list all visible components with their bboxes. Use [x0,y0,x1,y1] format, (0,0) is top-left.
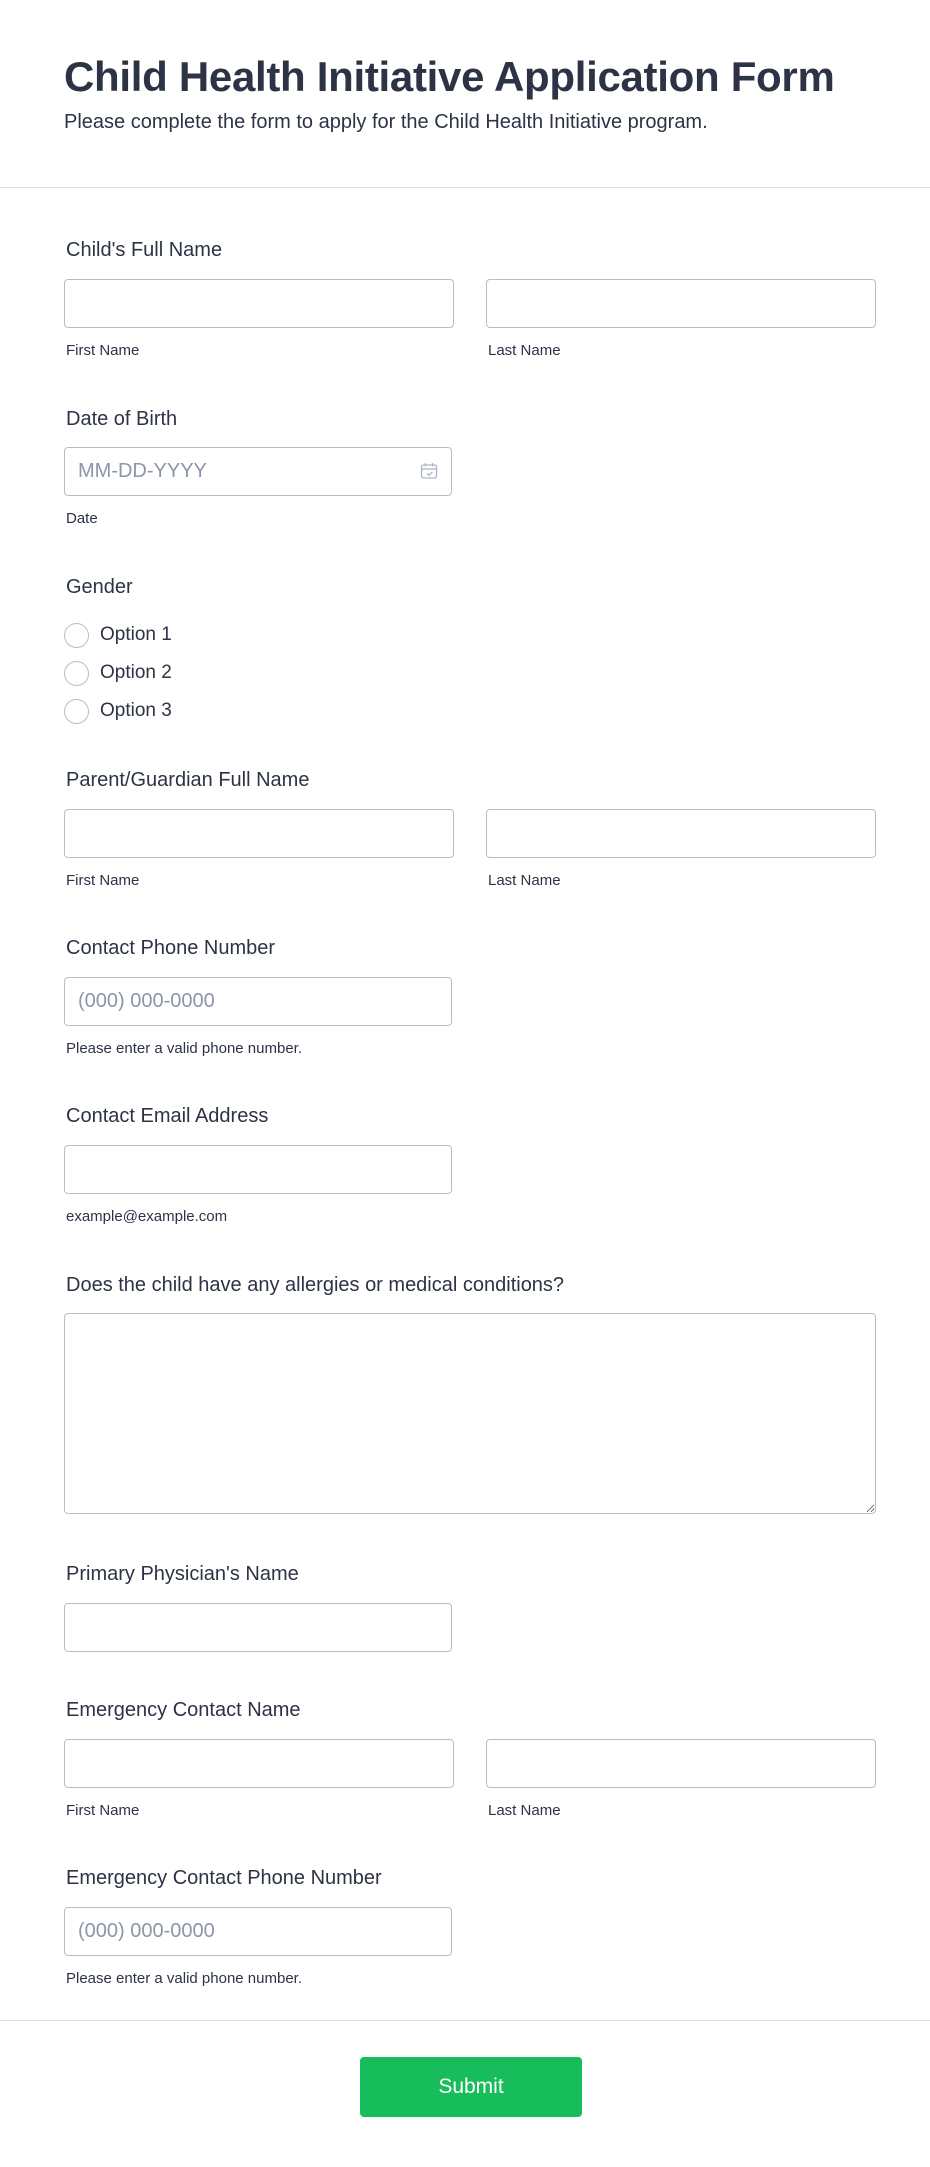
dob-sublabel: Date [66,510,98,527]
physician-input[interactable] [64,1603,452,1652]
contact-phone-field [64,936,876,1058]
contact-phone-input[interactable] [64,977,452,1026]
guardian-first-name-input[interactable] [64,809,454,858]
submit-button[interactable]: Submit [360,2057,582,2117]
guardian-name-label: Parent/Guardian Full Name [66,769,310,791]
dob-input[interactable] [64,447,452,496]
form-header [0,0,930,188]
child-first-name-sublabel: First Name [66,342,140,359]
guardian-last-name-sublabel: Last Name [488,872,561,889]
emergency-last-name-input[interactable] [486,1739,876,1788]
child-name-field [64,238,876,360]
emergency-name-field [64,1698,876,1820]
emergency-phone-field [64,1866,876,1988]
gender-field [64,575,876,730]
guardian-first-name-sublabel: First Name [66,872,140,889]
radio-button[interactable] [64,623,89,648]
child-first-name-input[interactable] [64,279,454,328]
gender-option-1[interactable] [64,616,876,654]
dob-input-wrapper [64,447,452,496]
physician-field [64,1562,876,1652]
contact-phone-label: Contact Phone Number [66,937,276,959]
radio-label: Option 3 [100,700,172,721]
emergency-phone-input[interactable] [64,1907,452,1956]
emergency-phone-label: Emergency Contact Phone Number [66,1867,382,1889]
child-last-name-sublabel: Last Name [488,342,561,359]
contact-email-label: Contact Email Address [66,1105,269,1127]
contact-email-sublabel: example@example.com [66,1208,228,1225]
emergency-phone-sublabel: Please enter a valid phone number. [66,1970,302,1987]
gender-label: Gender [66,576,133,598]
emergency-last-name-sublabel: Last Name [488,1802,561,1819]
emergency-first-name-input[interactable] [64,1739,454,1788]
gender-option-3[interactable] [64,692,876,730]
allergies-label: Does the child have any allergies or medical conditions? [66,1274,565,1296]
radio-label: Option 2 [100,662,172,683]
radio-label: Option 1 [100,624,172,645]
guardian-last-name-input[interactable] [486,809,876,858]
form-footer [0,2020,930,2167]
contact-email-input[interactable] [64,1145,452,1194]
emergency-name-label: Emergency Contact Name [66,1699,301,1721]
contact-email-field [64,1104,876,1226]
physician-label: Primary Physician's Name [66,1563,299,1585]
radio-button[interactable] [64,661,89,686]
page-subtitle: Please complete the form to apply for the Child Health Initiative program. [64,111,708,133]
dob-field [64,407,876,528]
allergies-field [64,1273,876,1514]
page-title: Child Health Initiative Application Form [64,53,835,100]
radio-button[interactable] [64,699,89,724]
dob-label: Date of Birth [66,408,178,430]
guardian-name-field [64,768,876,890]
gender-radio-group [64,616,876,730]
allergies-textarea[interactable] [64,1313,876,1514]
emergency-first-name-sublabel: First Name [66,1802,140,1819]
contact-phone-sublabel: Please enter a valid phone number. [66,1040,302,1057]
gender-option-2[interactable] [64,654,876,692]
child-name-label: Child's Full Name [66,239,223,261]
child-last-name-input[interactable] [486,279,876,328]
calendar-icon[interactable] [420,462,438,480]
